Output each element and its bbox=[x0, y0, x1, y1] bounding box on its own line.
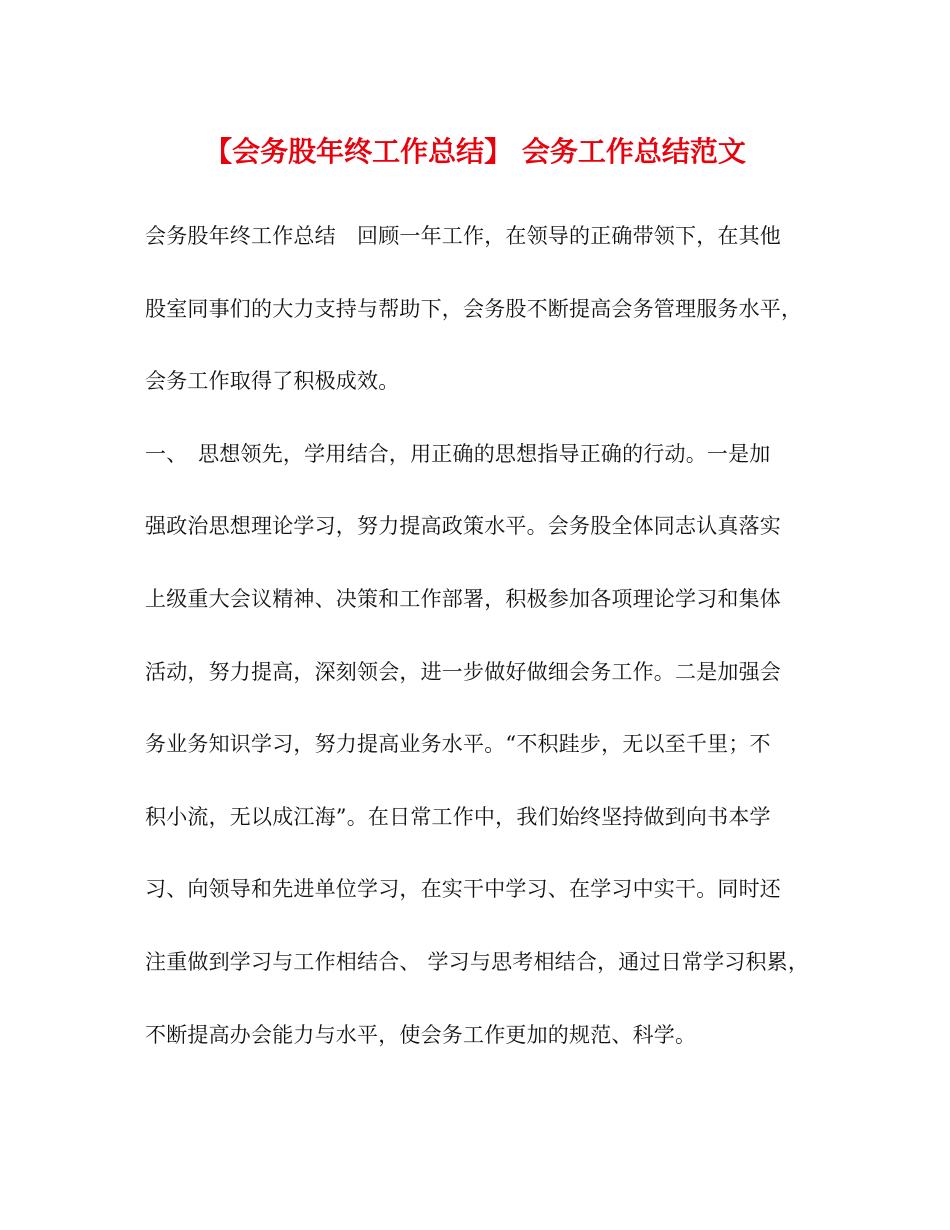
body-line-4: 一、 思想领先，学用结合，用正确的思想指导正确的行动。一是加 bbox=[145, 441, 771, 466]
body-line-9: 积小流，无以成江海”。在日常工作中，我们始终坚持做到向书本学 bbox=[145, 804, 771, 829]
body-line-3: 会务工作取得了积极成效。 bbox=[145, 369, 400, 394]
body-line-1: 会务股年终工作总结 回顾一年工作，在领导的正确带领下，在其他 bbox=[145, 224, 781, 248]
body-line-7: 活动，努力提高，深刻领会，进一步做好做细会务工作。二是加强会 bbox=[145, 659, 781, 684]
body-line-11: 注重做到学习与工作相结合、 学习与思考相结合，通过日常学习积累， bbox=[145, 949, 810, 974]
body-line-2: 股室同事们的大力支持与帮助下，会务股不断提高会务管理服务水平， bbox=[145, 296, 803, 321]
body-line-12: 不断提高办会能力与水平，使会务工作更加的规范、科学。 bbox=[145, 1022, 697, 1047]
document-body bbox=[145, 212, 845, 1083]
body-line-5: 强政治思想理论学习，努力提高政策水平。会务股全体同志认真落实 bbox=[145, 514, 781, 539]
body-line-6: 上级重大会议精神、决策和工作部署，积极参加各项理论学习和集体 bbox=[145, 586, 781, 611]
body-line-8: 务业务知识学习，努力提高业务水平。“不积跬步，无以至千里；不 bbox=[145, 732, 771, 757]
document-title: 【会务股年终工作总结】 会务工作总结范文 bbox=[204, 135, 746, 168]
body-line-10: 习、向领导和先进单位学习，在实干中学习、在学习中实干。同时还 bbox=[145, 877, 781, 902]
